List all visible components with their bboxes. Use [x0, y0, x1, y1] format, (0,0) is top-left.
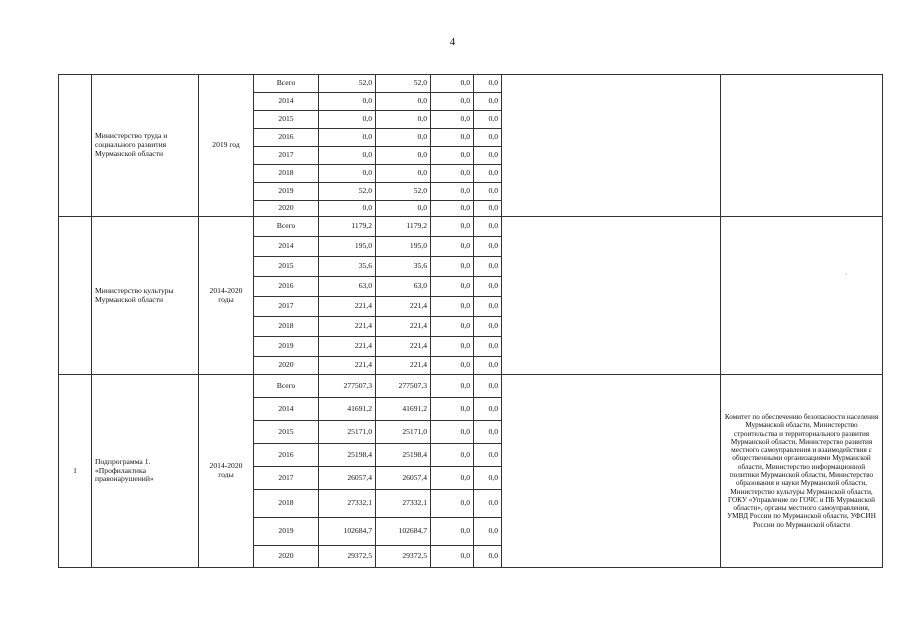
other-sources-cell: 0,0 [474, 93, 502, 111]
year-cell: 2015 [254, 257, 319, 277]
federal-budget-cell: 0,0 [431, 183, 474, 201]
federal-budget-cell: 0,0 [431, 490, 474, 518]
other-sources-cell: 0,0 [474, 201, 502, 217]
section-period: 2019 год [199, 75, 254, 217]
total-cell: 221,4 [319, 297, 376, 317]
other-sources-cell: 0,0 [474, 490, 502, 518]
regional-budget-cell: 0,0 [376, 147, 431, 165]
regional-budget-cell: 221,4 [376, 357, 431, 375]
total-cell: 0,0 [319, 93, 376, 111]
table-row [59, 75, 883, 93]
page-number: 4 [449, 36, 456, 48]
total-cell: 0,0 [319, 111, 376, 129]
table-body [59, 75, 883, 568]
other-sources-cell: 0,0 [474, 337, 502, 357]
regional-budget-cell: 0,0 [376, 165, 431, 183]
total-cell: 63,0 [319, 277, 376, 297]
regional-budget-cell: 52,0 [376, 75, 431, 93]
regional-budget-cell: 102684,7 [376, 518, 431, 546]
other-sources-cell: 0,0 [474, 317, 502, 337]
other-sources-cell: 0,0 [474, 546, 502, 568]
regional-budget-cell: 0,0 [376, 129, 431, 147]
other-sources-cell: 0,0 [474, 444, 502, 467]
other-sources-cell: 0,0 [474, 257, 502, 277]
year-cell: 2014 [254, 398, 319, 421]
indicators-cell [502, 375, 721, 568]
year-cell: Всего [254, 375, 319, 398]
regional-budget-cell: 52,0 [376, 183, 431, 201]
total-cell: 0,0 [319, 201, 376, 217]
year-cell: 2020 [254, 546, 319, 568]
regional-budget-cell: 27332,1 [376, 490, 431, 518]
other-sources-cell: 0,0 [474, 357, 502, 375]
total-cell: 52,0 [319, 183, 376, 201]
regional-budget-cell: 1179,2 [376, 217, 431, 237]
federal-budget-cell: 0,0 [431, 201, 474, 217]
year-cell: 2018 [254, 490, 319, 518]
year-cell: 2016 [254, 277, 319, 297]
federal-budget-cell: 0,0 [431, 421, 474, 444]
federal-budget-cell: 0,0 [431, 129, 474, 147]
other-sources-cell: 0,0 [474, 129, 502, 147]
table-row [59, 217, 883, 237]
total-cell: 25198,4 [319, 444, 376, 467]
regional-budget-cell: 29372,5 [376, 546, 431, 568]
other-sources-cell: 0,0 [474, 421, 502, 444]
regional-budget-cell: 26057,4 [376, 467, 431, 490]
federal-budget-cell: 0,0 [431, 257, 474, 277]
other-sources-cell: 0,0 [474, 237, 502, 257]
federal-budget-cell: 0,0 [431, 546, 474, 568]
regional-budget-cell: 221,4 [376, 317, 431, 337]
executors-cell: Комитет по обеспечению безопасности населения Мурманской области, Министерство строительства и территориального развития Мурманской области, Министерство развития местного самоуправления и взаимодействия с общественными организациями Мурманской области, Министерство информационной политики Мурманской области, Министерство образования и науки Мурманской области, Министерство культуры Мурманской области, ГОКУ «Управление по ГОЧС и ПБ Мурманской области», органы местного самоуправления, УМВД России по Мурманской области, УФСИН России по Мурманской области [721, 375, 883, 568]
total-cell: 41691,2 [319, 398, 376, 421]
stray-mark: · [845, 272, 847, 278]
federal-budget-cell: 0,0 [431, 111, 474, 129]
section-period: 2014-2020 годы [199, 375, 254, 568]
total-cell: 221,4 [319, 317, 376, 337]
year-cell: 2015 [254, 111, 319, 129]
regional-budget-cell: 195,0 [376, 237, 431, 257]
year-cell: 2014 [254, 93, 319, 111]
other-sources-cell: 0,0 [474, 183, 502, 201]
regional-budget-cell: 41691,2 [376, 398, 431, 421]
program-finance-table [58, 74, 883, 568]
other-sources-cell: 0,0 [474, 297, 502, 317]
other-sources-cell: 0,0 [474, 217, 502, 237]
total-cell: 52,0 [319, 75, 376, 93]
year-cell: 2019 [254, 183, 319, 201]
federal-budget-cell: 0,0 [431, 375, 474, 398]
federal-budget-cell: 0,0 [431, 237, 474, 257]
indicators-cell [502, 75, 721, 217]
section-name: Министерство культуры Мурманской области [92, 217, 199, 375]
other-sources-cell: 0,0 [474, 277, 502, 297]
total-cell: 0,0 [319, 129, 376, 147]
table-row [59, 375, 883, 398]
total-cell: 102684,7 [319, 518, 376, 546]
other-sources-cell: 0,0 [474, 375, 502, 398]
section-name: Министерство труда и социального развития Мурманской области [92, 75, 199, 217]
federal-budget-cell: 0,0 [431, 467, 474, 490]
regional-budget-cell: 25171,0 [376, 421, 431, 444]
year-cell: 2019 [254, 518, 319, 546]
federal-budget-cell: 0,0 [431, 337, 474, 357]
regional-budget-cell: 0,0 [376, 93, 431, 111]
section-period: 2014-2020 годы [199, 217, 254, 375]
year-cell: 2020 [254, 201, 319, 217]
federal-budget-cell: 0,0 [431, 444, 474, 467]
regional-budget-cell: 0,0 [376, 111, 431, 129]
section-index: 1 [59, 375, 92, 568]
federal-budget-cell: 0,0 [431, 277, 474, 297]
year-cell: 2016 [254, 129, 319, 147]
other-sources-cell: 0,0 [474, 147, 502, 165]
federal-budget-cell: 0,0 [431, 165, 474, 183]
year-cell: 2019 [254, 337, 319, 357]
total-cell: 27332,1 [319, 490, 376, 518]
federal-budget-cell: 0,0 [431, 518, 474, 546]
year-cell: 2017 [254, 297, 319, 317]
executors-cell [721, 75, 883, 217]
year-cell: Всего [254, 75, 319, 93]
federal-budget-cell: 0,0 [431, 217, 474, 237]
year-cell: 2015 [254, 421, 319, 444]
other-sources-cell: 0,0 [474, 75, 502, 93]
section-index [59, 75, 92, 217]
section-index [59, 217, 92, 375]
year-cell: 2018 [254, 317, 319, 337]
federal-budget-cell: 0,0 [431, 357, 474, 375]
other-sources-cell: 0,0 [474, 165, 502, 183]
regional-budget-cell: 221,4 [376, 297, 431, 317]
total-cell: 221,4 [319, 337, 376, 357]
year-cell: 2018 [254, 165, 319, 183]
year-cell: 2016 [254, 444, 319, 467]
other-sources-cell: 0,0 [474, 467, 502, 490]
federal-budget-cell: 0,0 [431, 75, 474, 93]
federal-budget-cell: 0,0 [431, 93, 474, 111]
regional-budget-cell: 0,0 [376, 201, 431, 217]
total-cell: 35,6 [319, 257, 376, 277]
other-sources-cell: 0,0 [474, 518, 502, 546]
other-sources-cell: 0,0 [474, 111, 502, 129]
total-cell: 29372,5 [319, 546, 376, 568]
executors-cell [721, 217, 883, 375]
total-cell: 195,0 [319, 237, 376, 257]
federal-budget-cell: 0,0 [431, 297, 474, 317]
year-cell: Всего [254, 217, 319, 237]
year-cell: 2020 [254, 357, 319, 375]
regional-budget-cell: 35,6 [376, 257, 431, 277]
total-cell: 277507,3 [319, 375, 376, 398]
year-cell: 2017 [254, 147, 319, 165]
regional-budget-cell: 277507,3 [376, 375, 431, 398]
total-cell: 25171,0 [319, 421, 376, 444]
federal-budget-cell: 0,0 [431, 147, 474, 165]
federal-budget-cell: 0,0 [431, 317, 474, 337]
total-cell: 0,0 [319, 147, 376, 165]
other-sources-cell: 0,0 [474, 398, 502, 421]
total-cell: 221,4 [319, 357, 376, 375]
regional-budget-cell: 25198,4 [376, 444, 431, 467]
federal-budget-cell: 0,0 [431, 398, 474, 421]
year-cell: 2017 [254, 467, 319, 490]
regional-budget-cell: 63,0 [376, 277, 431, 297]
total-cell: 1179,2 [319, 217, 376, 237]
total-cell: 26057,4 [319, 467, 376, 490]
year-cell: 2014 [254, 237, 319, 257]
total-cell: 0,0 [319, 165, 376, 183]
regional-budget-cell: 221,4 [376, 337, 431, 357]
section-name: Подпрограмма 1. «Профилактика правонарушений» [92, 375, 199, 568]
indicators-cell [502, 217, 721, 375]
